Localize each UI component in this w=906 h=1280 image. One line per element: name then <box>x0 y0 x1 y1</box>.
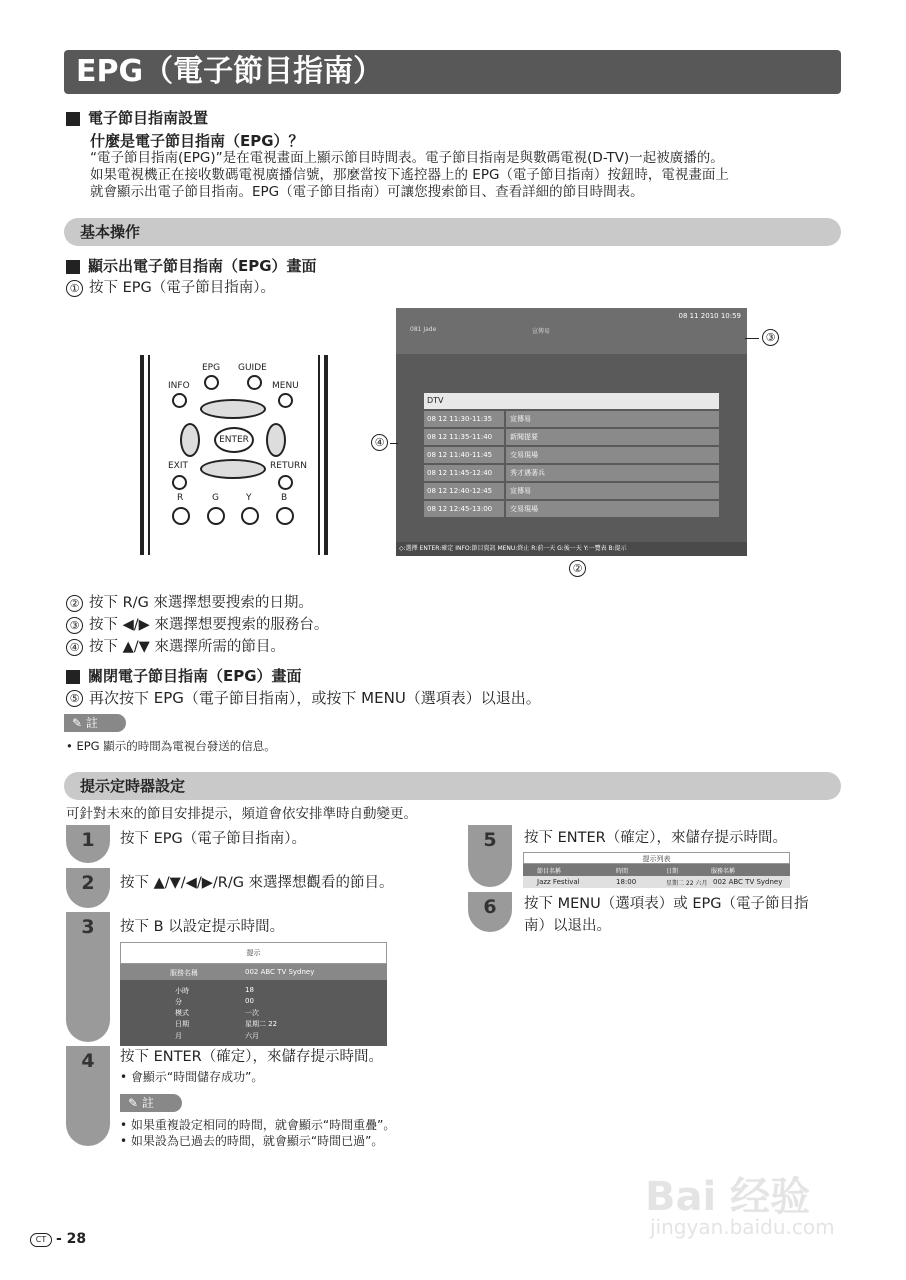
note-label: ✎ 註 <box>64 714 126 732</box>
r-button <box>172 507 190 525</box>
show-epg-heading: 顯示出電子節目指南（EPG）畫面 <box>66 255 317 276</box>
callout-2: ② <box>569 560 586 577</box>
epg-row: 08 12 11:35-11:40 新聞提要 <box>424 429 719 445</box>
down-button <box>200 459 266 479</box>
remote-control-illustration: EPG GUIDE INFO MENU ENTER EXIT RETURN R G Y B <box>140 355 326 560</box>
epg-row: 08 12 11:45-12:40 秀才遇著兵 <box>424 465 719 481</box>
step-1: ① 按下 EPG（電子節目指南）。 <box>66 277 275 299</box>
reminder-list: 提示列表 節目名稱 時間 日期 服務名稱 Jazz Festival 18:00 星期二 22 六月 002 ABC TV Sydney <box>523 852 790 888</box>
step-2: ② 按下 R/G 來選擇想要搜索的日期。 <box>66 592 313 614</box>
what-text: “電子節目指南(EPG)”是在電視畫面上顯示節目時間表。電子節目指南是與數碼電視(D-TV)一起被廣播的。 如果電視機正在接收數碼電視廣播信號，那麼當按下遙控器上的 EPG（電子節目指南）按鈕時，電視畫面上 就會顯示出電子節目指南。EPG（電子節目指南）可讓您搜索節目、查看詳細的節目時間表。 <box>90 150 729 200</box>
step-4: ④ 按下 ▲/▼ 來選擇所需的節目。 <box>66 636 285 658</box>
timer-step-4: 按下 ENTER（確定），來儲存提示時間。 <box>120 1049 383 1065</box>
epg-row: 08 12 11:30-11:35 宣傳易 <box>424 411 719 427</box>
reminder-dialog: 提示 服務名稱 002 ABC TV Sydney 小時 18 分 00 模式 一次 日期 星期二 22 月 六月 <box>120 942 387 1046</box>
epg-screen: 08 11 2010 10:59 081 Jade 宣傳易 DTV 08 12 11:30-11:35 宣傳易 08 12 11:35-11:40 新聞提要 08 12 11:40-11:45 交易現場 08 12 11:45-12:40 秀才遇著兵 08 12 12:40-12:45 宣傳易 08 12 12:45-13:00 交易現場 ◇:選擇 ENTER:確定 INFO:節目資訊 MENU:終止 R:前一天 G:後一天 Y:一覽表 B:提示 <box>396 308 747 556</box>
timer-step-5: 按下 ENTER（確定），來儲存提示時間。 <box>524 830 787 846</box>
b-button <box>276 507 294 525</box>
watermark-url: jingyan.baidu.com <box>650 1215 835 1239</box>
timer-step-6-number: 6 <box>468 892 512 932</box>
step-5: ⑤ 再次按下 EPG（電子節目指南），或按下 MENU（選項表）以退出。 <box>66 687 541 709</box>
epg-button <box>204 375 219 390</box>
timer-step-6: 按下 MENU（選項表）或 EPG（電子節目指 南）以退出。 <box>524 896 809 934</box>
timer-section-header: 提示定時器設定 <box>64 772 841 800</box>
timer-note-label: ✎ 註 <box>120 1094 182 1112</box>
enter-button: ENTER <box>214 427 254 453</box>
timer-step-5-number: 5 <box>468 825 512 887</box>
return-button <box>278 475 293 490</box>
close-epg-heading: 關閉電子節目指南（EPG）畫面 <box>66 665 302 686</box>
basic-section-header: 基本操作 <box>64 218 841 246</box>
step-3: ③ 按下 ◀/▶ 來選擇想要搜索的服務台。 <box>66 614 328 636</box>
timer-intro: 可針對未來的節目安排提示，頻道會依安排準時自動變更。 <box>66 806 417 822</box>
setup-heading: 電子節目指南設置 <box>66 107 208 128</box>
epg-row: 08 12 12:45-13:00 交易現場 <box>424 501 719 517</box>
up-button <box>200 399 266 419</box>
guide-button <box>247 375 262 390</box>
epg-row: 08 12 12:40-12:45 宣傳易 <box>424 483 719 499</box>
timer-step-1: 按下 EPG（電子節目指南）。 <box>120 831 306 847</box>
info-button <box>172 393 187 408</box>
g-button <box>207 507 225 525</box>
timer-step-4-sub: • 會顯示“時間儲存成功”。 <box>120 1070 264 1084</box>
timer-note-1: • 如果重複設定相同的時間，就會顯示“時間重疊”。 <box>120 1118 396 1132</box>
baidu-logo-watermark: Bai 经验 <box>645 1174 811 1220</box>
epg-row: 08 12 11:40-11:45 交易現場 <box>424 447 719 463</box>
timer-step-2: 按下 ▲/▼/◀/▶/R/G 來選擇想觀看的節目。 <box>120 875 394 891</box>
timer-step-3-number: 3 <box>66 912 110 1042</box>
timer-step-1-number: 1 <box>66 825 110 863</box>
right-button <box>266 423 286 457</box>
page-number: - 28 <box>56 1231 87 1247</box>
exit-button <box>172 475 187 490</box>
what-heading: 什麼是電子節目指南（EPG）？ <box>90 132 304 150</box>
timer-step-4-number: 4 <box>66 1046 110 1146</box>
callout-3: ③ <box>762 329 779 346</box>
timer-note-2: • 如果設為已過去的時間，就會顯示“時間已過”。 <box>120 1134 384 1148</box>
left-button <box>180 423 200 457</box>
page-title: EPG（電子節目指南） <box>64 50 841 94</box>
ct-badge: CT <box>30 1233 52 1247</box>
callout-4: ④ <box>371 434 388 451</box>
note-text: • EPG 顯示的時間為電視台發送的信息。 <box>66 739 276 753</box>
timer-step-2-number: 2 <box>66 868 110 908</box>
y-button <box>241 507 259 525</box>
menu-button <box>278 393 293 408</box>
timer-step-3: 按下 B 以設定提示時間。 <box>120 919 285 935</box>
